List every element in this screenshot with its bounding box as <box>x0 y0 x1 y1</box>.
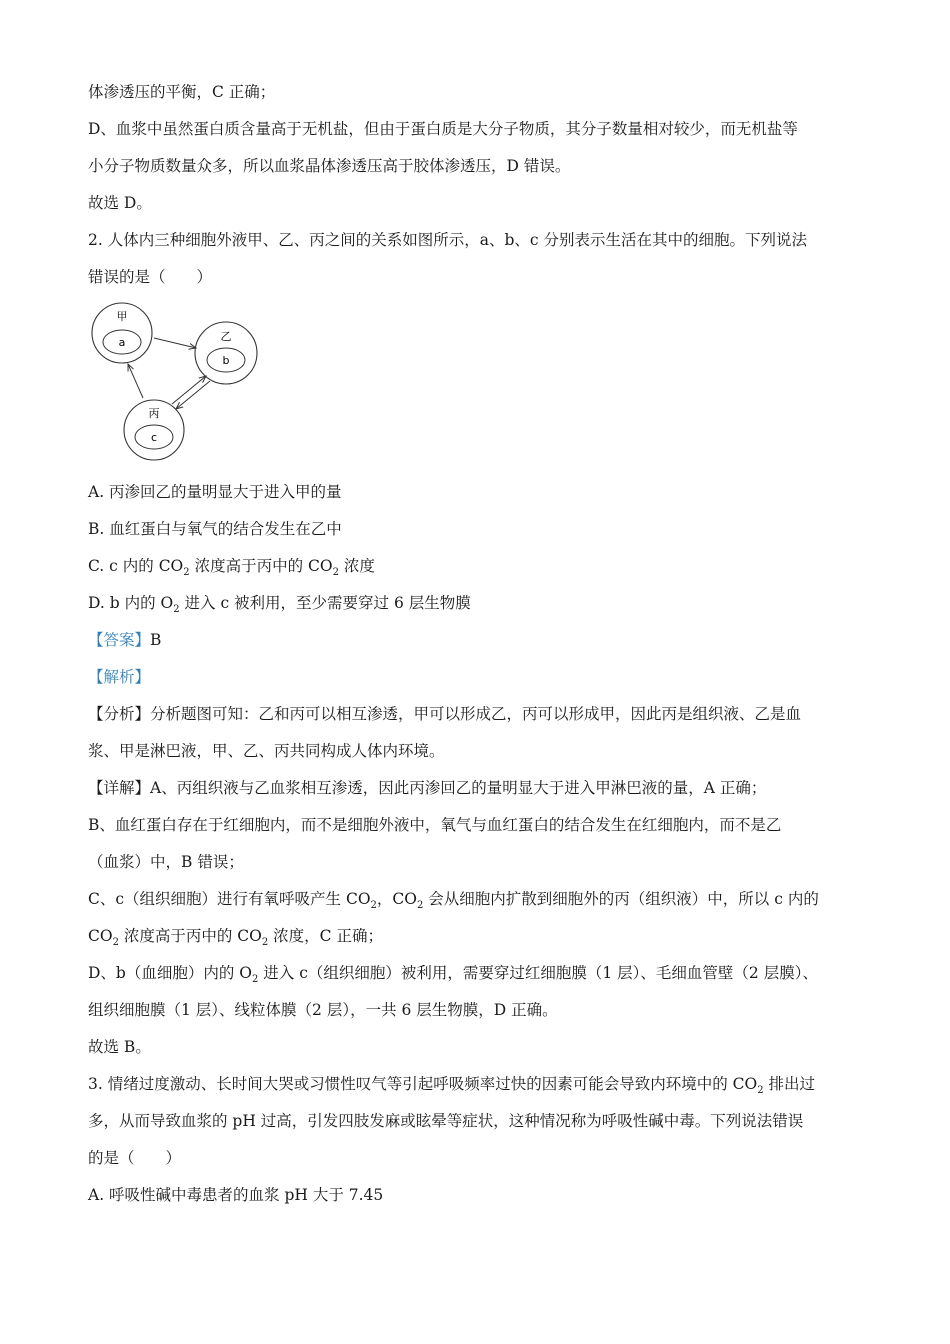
question-3-stem: 多，从而导致血浆的 pH 过高，引发四肢发麻或眩晕等症状，这种情况称为呼吸性碱中毒。下列说法错误 <box>88 1112 804 1130</box>
cell-c-label: c <box>150 431 158 444</box>
analysis-line <box>88 659 868 696</box>
fenxi-line: 浆、甲是淋巴液，甲、乙、丙共同构成人体内环境。 <box>88 742 445 760</box>
question-3-stem: 3. 情绪过度激动、长时间大哭或习惯性叹气等引起呼吸频率过快的因素可能会导致内环境中的 $CO_2$ 排出过 <box>88 1075 816 1097</box>
xiangjie-line: $CO_2$ 浓度高于丙中的 $CO_2$ 浓度，C 正确； <box>88 927 383 949</box>
option-c: C. c 内的 $CO_2$ 浓度高于丙中的 $CO_2$ 浓度 <box>88 557 375 579</box>
fenxi-line: 【分析】分析题图可知：乙和丙可以相互渗透，甲可以形成乙，丙可以形成甲，因此丙是组织液、乙是血 <box>88 705 802 723</box>
arrow-bing-to-yi <box>172 376 206 404</box>
bing-label: 丙 <box>148 407 160 420</box>
question-3-stem: 的是（ ） <box>88 1149 182 1167</box>
text-line: 故选 D。 <box>88 194 152 212</box>
xiangjie-line: 故选 B。 <box>88 1038 151 1056</box>
option-d: D. b 内的 $O_2$ 进入 c 被利用，至少需要穿过 6 层生物膜 <box>88 594 471 616</box>
question-3-option-a: A. 呼吸性碱中毒患者的血浆 pH 大于 7.45 <box>88 1186 384 1204</box>
option-b: B. 血红蛋白与氧气的结合发生在乙中 <box>88 520 342 538</box>
cell-b-label: b <box>222 354 230 367</box>
yi-label: 乙 <box>220 330 232 343</box>
cell-a-label: a <box>118 336 126 349</box>
answer-line <box>88 622 868 659</box>
answer-tag: 【答案】 <box>88 631 151 649</box>
jia-label: 甲 <box>116 310 128 323</box>
xiangjie-line: B、血红蛋白存在于红细胞内，而不是细胞外液中，氧气与血红蛋白的结合发生在红细胞内，而不是乙 <box>88 816 782 834</box>
text-line: 小分子物质数量众多，所以血浆晶体渗透压高于胶体渗透压，D 错误。 <box>88 157 571 175</box>
answer-value: B <box>150 631 162 649</box>
analysis-tag: 【解析】 <box>88 668 151 686</box>
fluid-relationship-diagram <box>88 298 868 474</box>
question-2-stem: 2. 人体内三种细胞外液甲、乙、丙之间的关系如图所示，a、b、c 分别表示生活在其中的细胞。下列说法 <box>88 231 807 249</box>
text-line: 体渗透压的平衡，C 正确； <box>88 83 276 101</box>
xiangjie-line: 组织细胞膜（1 层）、线粒体膜（2 层），一共 6 层生物膜，D 正确。 <box>88 1001 558 1019</box>
xiangjie-line: （血浆）中，B 错误； <box>88 853 244 871</box>
document-page <box>88 74 868 1214</box>
question-2-stem: 错误的是（ ） <box>88 268 213 286</box>
xiangjie-line: C、c（组织细胞）进行有氧呼吸产生 $CO_2$，$CO_2$ 会从细胞内扩散到细胞外的丙（组织液）中，所以 c 内的 <box>88 890 819 912</box>
xiangjie-line: D、b（血细胞）内的 $O_2$ 进入 c（组织细胞）被利用，需要穿过红细胞膜（1 层）、毛细血管壁（2 层膜）、 <box>88 964 818 986</box>
arrow-yi-to-bing <box>176 381 210 409</box>
arrow-bing-to-jia <box>128 364 143 398</box>
arrow-jia-to-yi <box>154 338 196 348</box>
diagram-svg <box>88 298 288 474</box>
option-a: A. 丙渗回乙的量明显大于进入甲的量 <box>88 483 342 501</box>
xiangjie-line: 【详解】A、丙组织液与乙血浆相互渗透，因此丙渗回乙的量明显大于进入甲淋巴液的量，A 正确； <box>88 779 767 797</box>
text-line: D、血浆中虽然蛋白质含量高于无机盐，但由于蛋白质是大分子物质，其分子数量相对较少，而无机盐等 <box>88 120 798 138</box>
